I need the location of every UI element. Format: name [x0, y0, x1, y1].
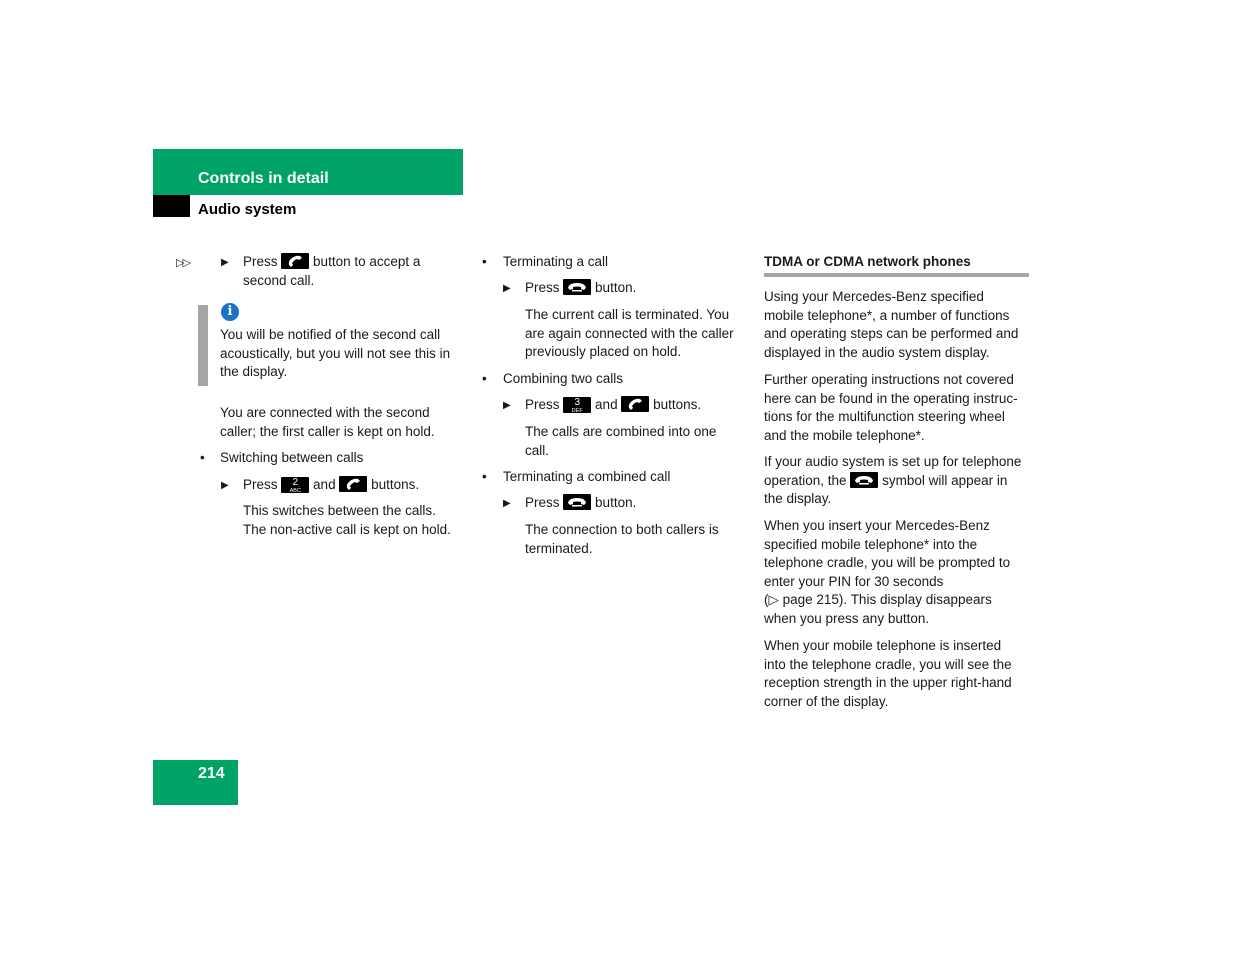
connected-text: You are connected with the second caller; the first caller is kept on hold.: [220, 405, 435, 439]
paragraph-1: Using your Mercedes-Benz specified mobile telephone*, a number of functions and operating steps can be performed and displayed in the audio system display.: [764, 289, 1019, 360]
subsection-marker: [153, 195, 190, 217]
step-terminate-combined: Press button.: [525, 495, 637, 510]
info-note-text: You will be notified of the second call acoustically, but you will not see this in the display.: [220, 327, 451, 380]
key-2-abc-icon: 2 ABC: [281, 477, 309, 493]
section-title: Controls in detail: [198, 170, 329, 187]
key-3-def-icon: 3 DEF: [563, 397, 591, 413]
phone-hangup-key-icon: [850, 472, 878, 488]
paragraph-3: If your audio system is set up for telephone operation, the symbol will appear in the display.: [764, 454, 1022, 507]
bullet: •: [200, 450, 205, 465]
step-combine: Press 3 DEF and buttons.: [525, 397, 702, 414]
phone-hangup-key-icon: [563, 494, 591, 510]
combine-result: The calls are combined into one call.: [525, 424, 717, 458]
bullet-combining-calls: Combining two calls: [503, 371, 624, 386]
paragraph-5: When your mobile telephone is inserted into the telephone cradle, you will see the reception strength in the upper right-hand corner of the display.: [764, 638, 1012, 709]
step-terminate: Press button.: [525, 280, 637, 295]
note-bar: [198, 305, 208, 386]
info-icon: i: [221, 303, 239, 321]
phone-pickup-key-icon: [339, 476, 367, 492]
bullet: •: [482, 254, 487, 269]
phone-pickup-key-icon: [621, 396, 649, 412]
step-accept-call: Press button to accept a second call.: [243, 254, 421, 288]
bullet-switching-calls: Switching between calls: [220, 450, 364, 465]
subsection-title: Audio system: [198, 201, 297, 218]
paragraph-2: Further operating instructions not covered here can be found in the operating instruc- tions for the multifunction steering wheel and the mobile telephone*.: [764, 372, 1018, 443]
switch-result: This switches between the calls. The non-active call is kept on hold.: [243, 503, 451, 537]
page-number: 214: [198, 765, 225, 782]
bullet-terminating-combined-call: Terminating a combined call: [503, 469, 671, 484]
section-heading: TDMA or CDMA network phones: [764, 254, 971, 269]
phone-hangup-key-icon: [563, 279, 591, 295]
paragraph-4: When you insert your Mercedes-Benz specified mobile telephone* into the telephone cradle, you will be prompted to enter your PIN for 30 seconds (▷ page 215). This display disappears when you press any button.: [764, 518, 1011, 626]
page-number-box: [153, 760, 238, 805]
heading-rule: [764, 273, 1029, 277]
step-switch: Press 2 ABC and buttons.: [243, 477, 420, 494]
terminate-result: The current call is terminated. You are again connected with the caller previously placed on hold.: [525, 307, 734, 360]
bullet: •: [482, 371, 487, 386]
bullet-terminating-call: Terminating a call: [503, 254, 609, 269]
continued-marker: ▷▷: [176, 257, 189, 269]
bullet: •: [482, 469, 487, 484]
term-combined-result: The connection to both callers is terminated.: [525, 522, 719, 556]
phone-pickup-key-icon: [281, 253, 309, 269]
